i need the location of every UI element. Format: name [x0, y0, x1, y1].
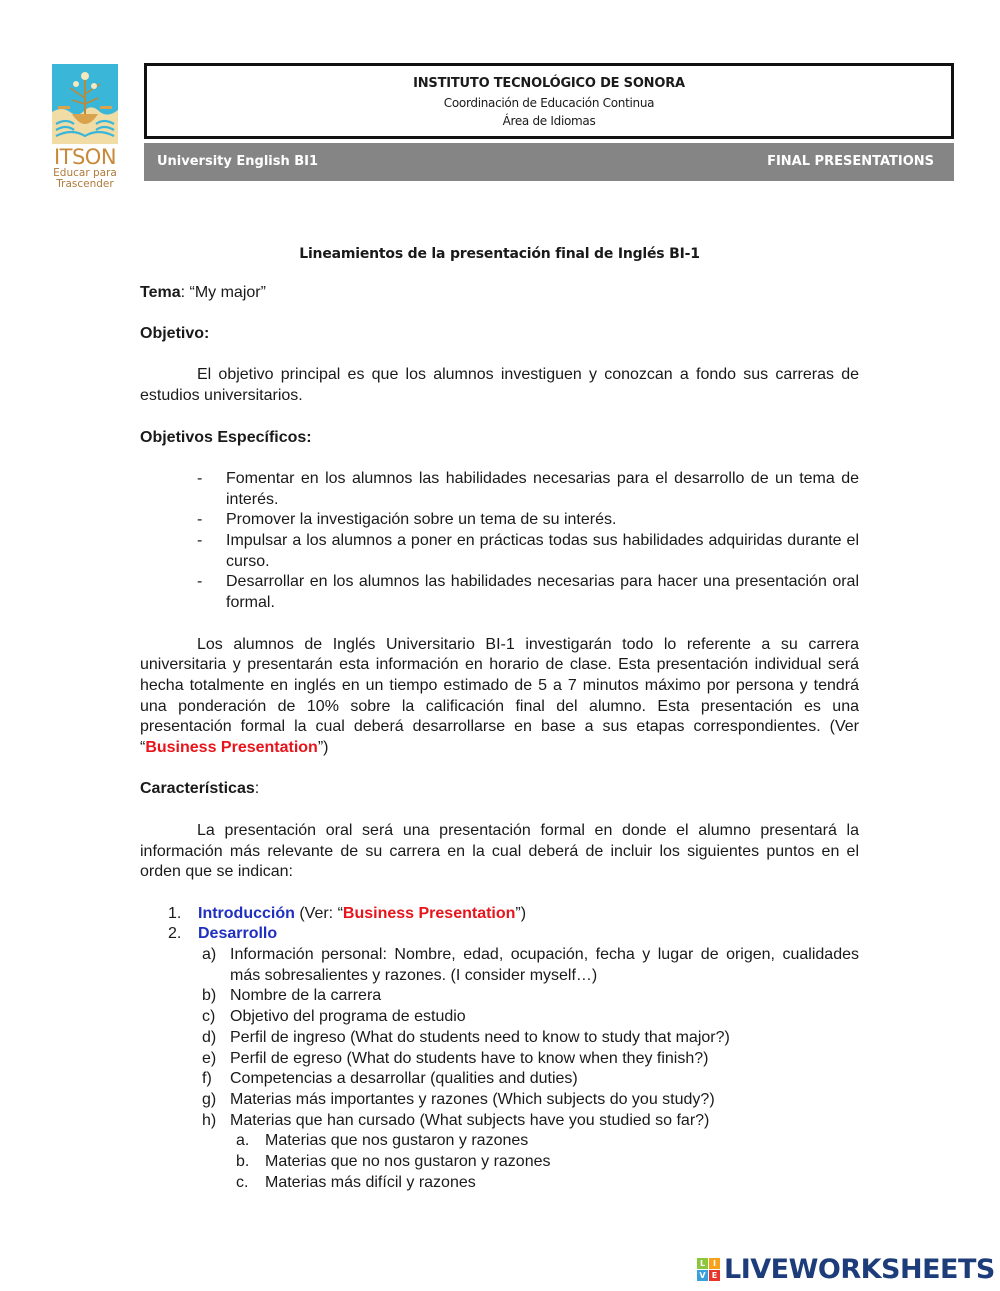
watermark-text: LIVEWORKSHEETS: [724, 1253, 995, 1285]
institution-name: INSTITUTO TECNOLÓGICO DE SONORA: [413, 76, 685, 91]
list-item: h) Materias que han cursado (What subjects have you studied so far?) a. Materias que nos gustaron y razones b. Materias que no nos gustaron y razones c. Materias más difícil y razones: [202, 1111, 859, 1194]
course-name: University English BI1: [157, 154, 319, 169]
logo-wordmark: ITSON: [53, 145, 117, 169]
list-item: a. Materias que nos gustaron y razones: [236, 1132, 529, 1150]
especificos-heading: Objetivos Específicos:: [140, 428, 312, 446]
list-item: g) Materias más importantes y razones (Which subjects do you study?): [202, 1091, 715, 1108]
business-presentation-link[interactable]: Business Presentation: [145, 739, 318, 757]
live-blocks-icon: L I V E: [697, 1258, 720, 1281]
paragraph-description: Los alumnos de Inglés Universitario BI-1 investigarán todo lo referente a su carrera universitaria y presentarán esta información en horario de clase. Esta presentación individual será hecha totalmente en inglés en un tiempo estimado de 5 a 7 minutos máximo por persona y tendrá una ponderación de 10% sobre la calificación final del alumno. Esta presentación es una presentación formal la cual deberá desarrollarse en base a sus etapas correspondientes. (Ver “Business Presentation”): [140, 635, 859, 757]
list-item: e) Perfil de egreso (What do students have to know when they finish?): [202, 1049, 709, 1067]
points-list: [168, 904, 859, 1194]
section-name: FINAL PRESENTATIONS: [767, 154, 934, 169]
business-presentation-link-2[interactable]: Business Presentation: [342, 904, 516, 922]
itson-emblem-icon: [52, 64, 118, 144]
list-item: f) Competencias a desarrollar (qualities and duties): [202, 1070, 578, 1088]
tema-label: Tema: [140, 283, 181, 301]
especificos-list: [197, 469, 859, 614]
list-item: - Promover la investigación sobre un tema de su interés.: [197, 511, 617, 529]
department-name: Coordinación de Educación Continua: [443, 96, 655, 110]
caracteristicas-heading: Características:: [140, 780, 260, 798]
area-name: Área de Idiomas: [502, 114, 596, 128]
list-item: c. Materias más difícil y razones: [236, 1173, 476, 1191]
institution-header: [144, 63, 954, 139]
list-item: d) Perfil de ingreso (What do students need to know to study that major?): [202, 1028, 730, 1046]
desarrollo-list: [202, 945, 859, 1193]
objetivo-text: El objetivo principal es que los alumnos investiguen y conozcan a fondo sus carreras de estudios universitarios.: [140, 366, 859, 405]
list-item: c) Objetivo del programa de estudio: [202, 1008, 466, 1026]
logo-tagline-line1: Educar para: [53, 167, 117, 179]
list-item: - Fomentar en los alumnos las habilidades necesarias para el desarrollo de un tema de interés.: [197, 469, 859, 508]
document-body: [140, 240, 859, 1194]
document-title: Lineamientos de la presentación final de Inglés BI-1: [299, 246, 700, 262]
h-sublist: [236, 1131, 859, 1193]
list-item: - Desarrollar en los alumnos las habilidades necesarias para hacer una presentación oral formal.: [197, 573, 859, 612]
tema-value: : “My major”: [180, 283, 266, 301]
point-desarrollo: 2. Desarrollo a) Información personal: Nombre, edad, ocupación, fecha y lugar de origen, cualidades más sobresalientes y razones. (I consider myself…) b) Nombre de la carrera c) Objetivo del programa de estudio d) Perfil de ingreso (What do students need to know to study that major?) e) Perfil de egreso (What do students have to know when they finish?) f) Competencias a desarrollar (qualities and duties) g) Materias más importantes y razones (Which subjects do you study?) h) Materias que han cursado (What subjects have you studied so far?) a. Materias que nos gustaron y razones b. Materias que no nos gustaron y razones c. Materias más difícil y razones: [168, 924, 859, 1193]
itson-logo: [52, 64, 118, 190]
point-introduccion: 1. Introducción (Ver: “Business Presentation”): [168, 904, 527, 922]
liveworksheets-watermark: [697, 1254, 995, 1284]
caracteristicas-text: La presentación oral será una presentación formal en donde el alumno presentará la información más relevante de su carrera en la cual deberá de incluir los siguientes puntos en el orden que se indican:: [140, 821, 859, 881]
tema-line: [140, 283, 859, 304]
objetivo-heading: Objetivo:: [140, 325, 210, 343]
course-bar: [144, 143, 954, 181]
list-item: b. Materias que no nos gustaron y razones: [236, 1153, 551, 1171]
list-item: b) Nombre de la carrera: [202, 987, 382, 1005]
list-item: a) Información personal: Nombre, edad, ocupación, fecha y lugar de origen, cualidades más sobresalientes y razones. (I consider myself…): [202, 946, 859, 984]
logo-tagline-line2: Trascender: [56, 178, 114, 190]
list-item: - Impulsar a los alumnos a poner en prácticas todas sus habilidades adquiridas durante el curso.: [197, 532, 859, 570]
